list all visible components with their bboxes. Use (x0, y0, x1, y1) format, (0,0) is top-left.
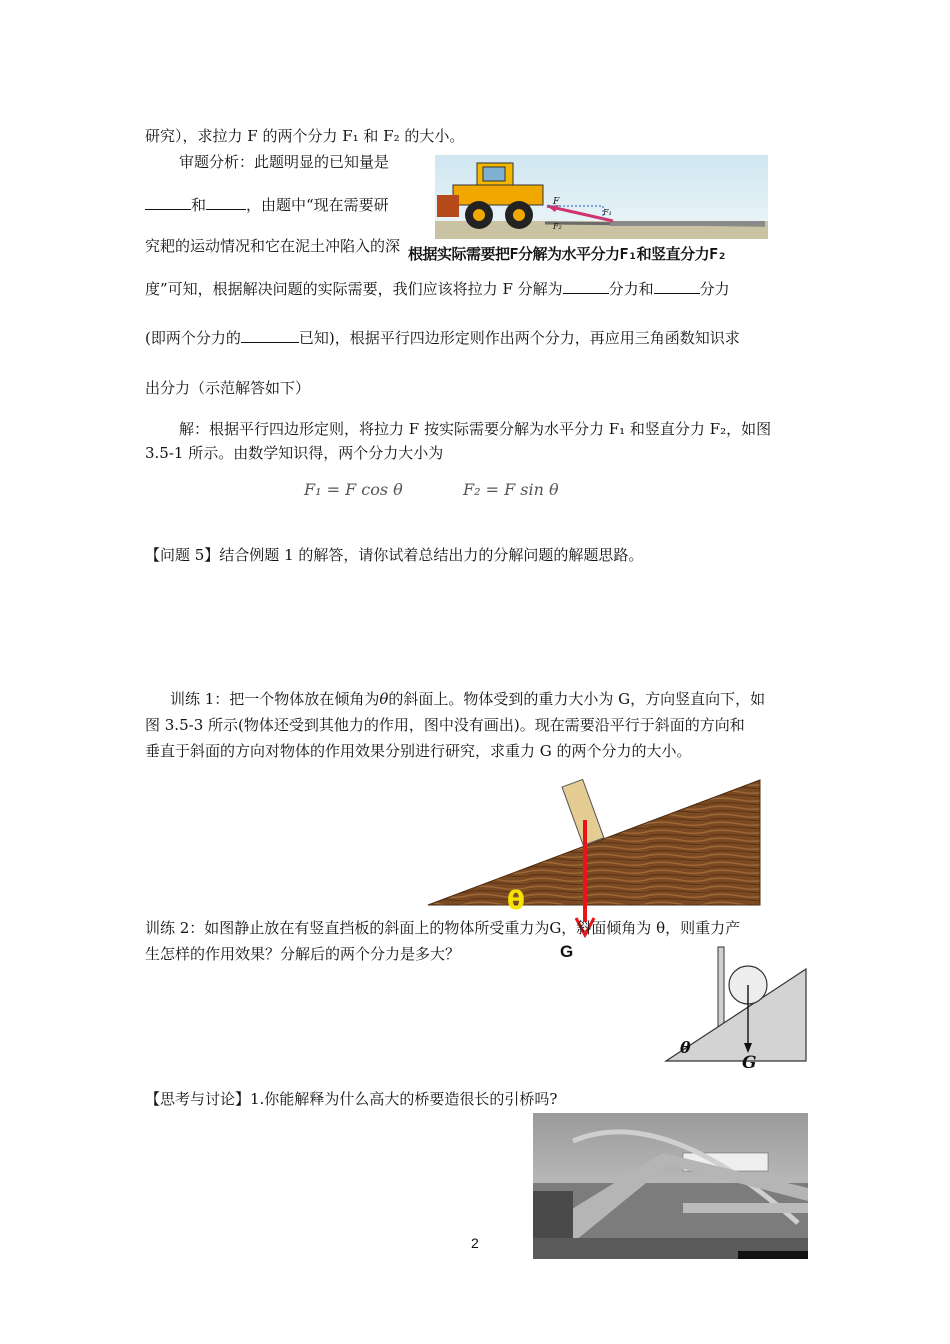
block (562, 779, 604, 845)
label-F2: F₂ (553, 222, 562, 231)
blank-2 (206, 193, 246, 210)
formula-f2: F₂ = F sin θ (463, 480, 559, 499)
text-line-9: 3.5-1 所示。由数学知识得，两个分力大小为 (145, 444, 444, 462)
blank-5 (241, 326, 299, 343)
bridge-photo (533, 1113, 808, 1259)
text-line-7: 出分力（示范解答如下） (145, 379, 311, 397)
bridge-illustration (533, 1113, 808, 1259)
tractor-figure (435, 155, 768, 239)
text-line-6-b: 已知)，根据平行四边形定则作出两个分力，再应用三角函数知识求 (298, 329, 740, 347)
formula-f1: F₁ = F cos θ (304, 480, 403, 499)
blank-4 (654, 277, 700, 294)
training-2-line-2: 生怎样的作用效果？分解后的两个分力是多大？ (145, 945, 461, 963)
training-1-line-1 (170, 688, 765, 710)
tractor-illustration (435, 155, 768, 239)
text-line-2: 审题分析：此题明显的已知量是 (179, 153, 390, 171)
gravity-label-2: G (742, 1053, 757, 1070)
text-line-5 (145, 277, 730, 300)
training-1-line-2: 图 3.5-3 所示(物体还受到其他力的作用，图中没有画出)。现在需要沿平行于斜面的方向和 (145, 716, 745, 734)
training-1-line-3: 垂直于斜面的方向对物体的作用效果分别进行研究，求重力 G 的两个分力的大小。 (145, 742, 692, 760)
training-1-line-1-b: 的斜面上。物体受到的重力大小为 G，方向竖直向下，如 (388, 690, 766, 708)
harrow-discs-icon (610, 221, 765, 226)
text-line-1: 研究），求拉力 F 的两个分力 F₁ 和 F₂ 的大小。 (145, 127, 465, 145)
wall-incline-illustration (660, 945, 810, 1070)
blank-3 (563, 277, 609, 294)
training-1-line-1-a: 训练 1：把一个物体放在倾角为 (170, 690, 380, 708)
wall-incline-figure (660, 945, 810, 1070)
text-he: 和 (191, 196, 207, 214)
text-line-5-b: 分力和 (608, 280, 654, 298)
text-line-6 (145, 326, 740, 349)
training-2-line-1-a: 训练 2：如图静止放在有竖直挡板的斜面上的物体所受重力为 (145, 919, 550, 937)
label-F: F (553, 197, 560, 207)
vertical-board (718, 947, 724, 1029)
text-line-3-tail: ，由题中“现在需要研 (246, 196, 389, 214)
blank-1 (145, 193, 191, 210)
text-line-5-a: 度”可知，根据解决问题的实际需要，我们应该将拉力 F 分解为 (145, 280, 563, 298)
theta-label: θ (507, 886, 525, 916)
think-discuss: 【思考与讨论】1.你能解释为什么高大的桥要造很长的引桥吗? (145, 1090, 558, 1108)
theta-label-2: θ (680, 1038, 691, 1057)
training-2-line-1-b: G，斜面倾角为 θ，则重力产 (549, 919, 741, 937)
text-line-4: 究耙的运动情况和它在泥土冲陷入的深 (145, 237, 401, 255)
tractor-caption: 根据实际需要把F分解为水平分力F₁和竖直分力F₂ (408, 245, 727, 263)
text-line-8: 解：根据平行四边形定则，将拉力 F 按实际需要分解为水平分力 F₁ 和竖直分力 F₂，如图 (179, 420, 772, 438)
gravity-label: G (560, 942, 574, 961)
question-5: 【问题 5】结合例题 1 的解答，请你试着总结出力的分解问题的解题思路。 (145, 546, 644, 564)
text-line-5-c: 分力 (699, 280, 730, 298)
text-line-6-a: (即两个分力的 (145, 329, 241, 347)
page-number: 2 (471, 1235, 479, 1251)
training-2-line-1 (145, 917, 740, 939)
label-F1: F₁ (603, 208, 612, 217)
wood-incline (428, 780, 760, 905)
theta-symbol: θ (379, 690, 389, 708)
text-line-3 (145, 193, 389, 216)
